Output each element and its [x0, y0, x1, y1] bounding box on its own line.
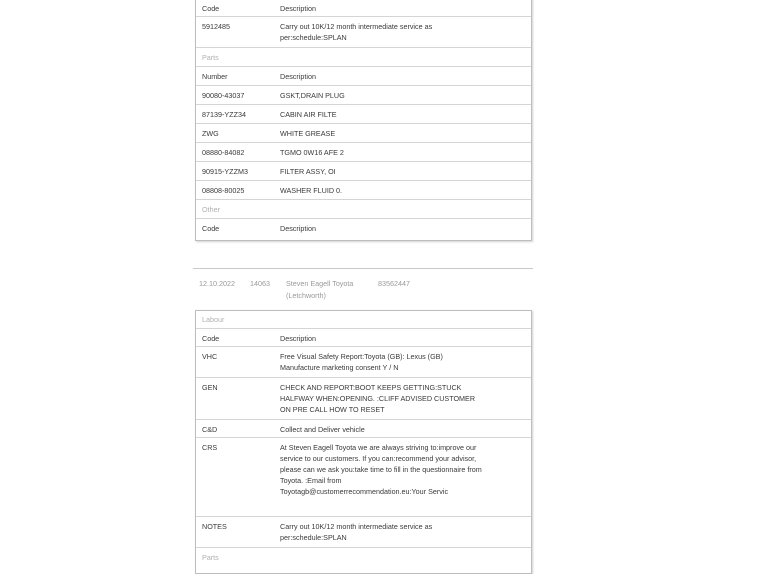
labour-description: Carry out 10K/12 month intermediate service as per:schedule:SPLAN — [280, 22, 433, 42]
table-row — [196, 124, 531, 143]
labour-description: Carry out 10K/12 month intermediate service as per:schedule:SPLAN — [280, 522, 433, 542]
visit-mileage: 14063 — [250, 279, 270, 288]
labour-header-row — [196, 0, 531, 17]
other-section-label — [196, 200, 531, 219]
labour-row — [196, 17, 531, 48]
description-column-header: Description — [280, 224, 316, 233]
part-number: ZWG — [202, 129, 219, 138]
labour-description: At Steven Eagell Toyota we are always striving to:improve our service to our customers. If you can:recommend your advisor, please can we ask you:take time to fill in the questionnaire from Toyota. :Email from Toyotagb@customerrecommendation.eu:Your Servic — [280, 443, 482, 496]
table-row — [196, 105, 531, 124]
part-description: WASHER FLUID 0. — [280, 186, 343, 195]
labour-code: 5912485 — [202, 22, 230, 31]
part-number: 90080-43037 — [202, 91, 245, 100]
part-description: WHITE GREASE — [280, 129, 336, 138]
labour-code: C&D — [202, 425, 218, 434]
part-description: TGMO 0W16 AFE 2 — [280, 148, 344, 157]
part-number: 08880-84082 — [202, 148, 245, 157]
parts-section-label — [196, 548, 531, 566]
description-column-header: Description — [280, 4, 316, 13]
labour-description: CHECK AND REPORT:BOOT KEEPS GETTING:STUCK HALFWAY WHEN:OPENING. :CLIFF ADVISED CUSTOMER ON PRE CALL HOW TO RESET — [280, 383, 476, 414]
visit-separator — [193, 268, 533, 269]
labour-label: Labour — [202, 315, 225, 324]
labour-code: VHC — [202, 352, 218, 361]
table-row — [196, 347, 531, 378]
part-number: 87139-YZZ34 — [202, 110, 246, 119]
service-history-card-2 — [195, 310, 532, 574]
part-description: CABIN AIR FILTE — [280, 110, 337, 119]
visit-dealer: Steven Eagell Toyota (Letchworth) — [286, 279, 354, 300]
labour-section-label — [196, 311, 531, 329]
table-row — [196, 143, 531, 162]
code-column-header: Code — [202, 224, 220, 233]
part-number: 08808-80025 — [202, 186, 245, 195]
number-column-header: Number — [202, 72, 228, 81]
table-row — [196, 438, 531, 517]
code-column-header: Code — [202, 334, 220, 343]
parts-section-label — [196, 48, 531, 67]
labour-code: CRS — [202, 443, 218, 452]
table-row — [196, 181, 531, 200]
parts-label: Parts — [202, 53, 219, 62]
description-column-header: Description — [280, 72, 316, 81]
labour-code: GEN — [202, 383, 218, 392]
visit-date: 12.10.2022 — [199, 279, 235, 288]
labour-code: NOTES — [202, 522, 227, 531]
table-row — [196, 86, 531, 105]
other-label: Other — [202, 205, 220, 214]
code-column-header: Code — [202, 4, 220, 13]
parts-header-row — [196, 67, 531, 86]
visit-reference: 83562447 — [378, 279, 410, 288]
labour-description: Collect and Deliver vehicle — [280, 425, 365, 434]
part-description: FILTER ASSY, OI — [280, 167, 336, 176]
table-row — [196, 162, 531, 181]
other-header-row — [196, 219, 531, 237]
labour-description: Free Visual Safety Report:Toyota (GB): Lexus (GB) Manufacture marketing consent Y / N — [280, 352, 443, 372]
parts-label: Parts — [202, 553, 219, 562]
part-number: 90915-YZZM3 — [202, 167, 248, 176]
table-row — [196, 517, 531, 548]
part-description: GSKT,DRAIN PLUG — [280, 91, 345, 100]
labour-header-row — [196, 329, 531, 347]
description-column-header: Description — [280, 334, 316, 343]
service-history-card-1 — [195, 0, 532, 241]
table-row — [196, 378, 531, 420]
table-row — [196, 420, 531, 438]
